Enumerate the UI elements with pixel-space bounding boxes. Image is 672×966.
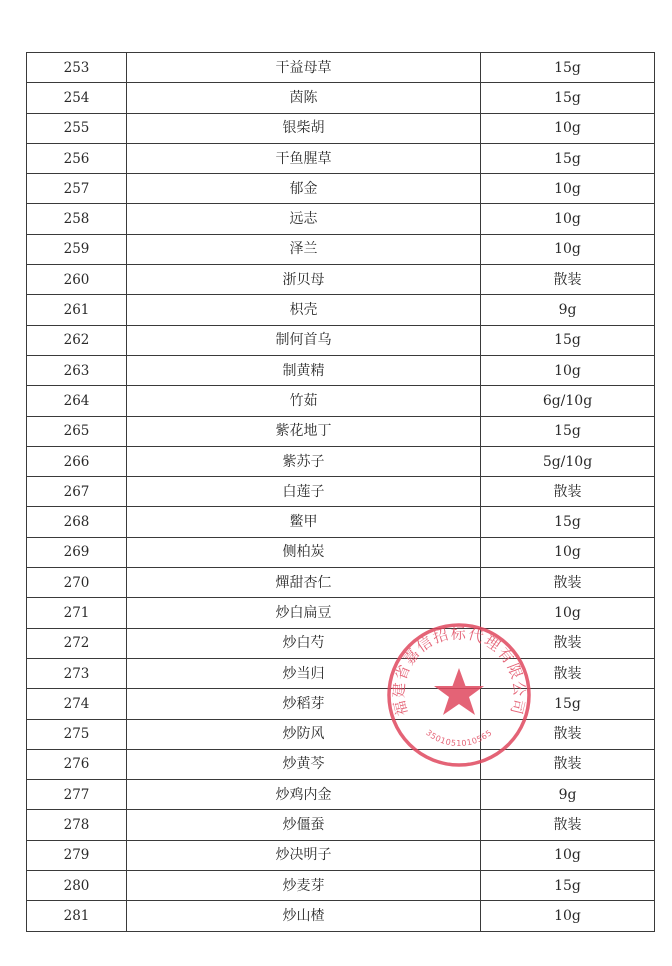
table-row [27,507,655,537]
seal-code: 3501051010565 [424,728,494,748]
item-name: 炒稻芽 [127,689,481,719]
row-number: 275 [27,719,127,749]
table-row [27,780,655,810]
item-name: 燀甜杏仁 [127,568,481,598]
table-row [27,628,655,658]
item-name: 紫花地丁 [127,416,481,446]
item-spec: 15g [481,507,655,537]
item-spec: 15g [481,83,655,113]
item-name: 炒山楂 [127,901,481,931]
table-row [27,901,655,931]
row-number: 272 [27,628,127,658]
item-name: 炒黄芩 [127,749,481,779]
table-row [27,265,655,295]
table-row [27,53,655,83]
item-name: 浙贝母 [127,265,481,295]
row-number: 274 [27,689,127,719]
table-row [27,113,655,143]
item-spec: 10g [481,234,655,264]
table-row [27,204,655,234]
item-name: 制何首乌 [127,325,481,355]
row-number: 262 [27,325,127,355]
row-number: 268 [27,507,127,537]
item-spec: 15g [481,325,655,355]
row-number: 276 [27,749,127,779]
row-number: 265 [27,416,127,446]
table-row [27,719,655,749]
item-name: 远志 [127,204,481,234]
item-name: 炒防风 [127,719,481,749]
table-row [27,598,655,628]
row-number: 254 [27,83,127,113]
table-row [27,143,655,173]
item-spec: 15g [481,416,655,446]
table-row [27,386,655,416]
row-number: 278 [27,810,127,840]
row-number: 257 [27,174,127,204]
item-name: 炒麦芽 [127,871,481,901]
row-number: 281 [27,901,127,931]
item-spec: 散装 [481,719,655,749]
table-row [27,689,655,719]
item-name: 炒鸡内金 [127,780,481,810]
drug-list-table [26,52,654,932]
table-row [27,537,655,567]
table-body [27,53,655,932]
item-spec: 15g [481,53,655,83]
item-name: 紫苏子 [127,446,481,476]
row-number: 277 [27,780,127,810]
item-name: 干益母草 [127,53,481,83]
seal-text: 福建省嘉信招标代理有限公司 [389,624,529,718]
item-spec: 15g [481,689,655,719]
table-row [27,840,655,870]
item-name: 炒当归 [127,658,481,688]
row-number: 264 [27,386,127,416]
item-spec: 10g [481,113,655,143]
item-name: 郁金 [127,174,481,204]
row-number: 258 [27,204,127,234]
row-number: 259 [27,234,127,264]
item-spec: 散装 [481,477,655,507]
table-row [27,234,655,264]
row-number: 279 [27,840,127,870]
table-row [27,568,655,598]
item-spec: 15g [481,143,655,173]
item-name: 炒白芍 [127,628,481,658]
item-spec: 10g [481,174,655,204]
company-seal-stamp [384,620,534,770]
item-spec: 10g [481,598,655,628]
item-spec: 10g [481,537,655,567]
table-row [27,810,655,840]
item-spec: 散装 [481,568,655,598]
item-spec: 10g [481,840,655,870]
seal-star-icon [434,668,484,715]
item-spec: 6g/10g [481,386,655,416]
row-number: 256 [27,143,127,173]
row-number: 260 [27,265,127,295]
item-spec: 9g [481,295,655,325]
item-spec: 10g [481,204,655,234]
item-spec: 5g/10g [481,446,655,476]
item-spec: 9g [481,780,655,810]
item-name: 炒白扁豆 [127,598,481,628]
item-spec: 15g [481,871,655,901]
table-row [27,658,655,688]
table-row [27,416,655,446]
row-number: 266 [27,446,127,476]
table-row [27,83,655,113]
row-number: 269 [27,537,127,567]
table-row [27,446,655,476]
item-spec: 散装 [481,628,655,658]
item-spec: 10g [481,355,655,385]
row-number: 271 [27,598,127,628]
row-number: 267 [27,477,127,507]
item-name: 竹茹 [127,386,481,416]
item-name: 泽兰 [127,234,481,264]
table-row [27,477,655,507]
item-spec: 散装 [481,810,655,840]
row-number: 253 [27,53,127,83]
item-name: 侧柏炭 [127,537,481,567]
table-row [27,355,655,385]
table-row [27,871,655,901]
row-number: 270 [27,568,127,598]
row-number: 263 [27,355,127,385]
row-number: 255 [27,113,127,143]
item-name: 干鱼腥草 [127,143,481,173]
item-name: 鳖甲 [127,507,481,537]
item-name: 枳壳 [127,295,481,325]
table-row [27,749,655,779]
row-number: 261 [27,295,127,325]
item-name: 茵陈 [127,83,481,113]
item-name: 炒僵蚕 [127,810,481,840]
item-spec: 散装 [481,265,655,295]
item-spec: 散装 [481,749,655,779]
item-name: 炒决明子 [127,840,481,870]
item-name: 银柴胡 [127,113,481,143]
table-row [27,295,655,325]
item-spec: 10g [481,901,655,931]
table-row [27,325,655,355]
item-name: 制黄精 [127,355,481,385]
row-number: 280 [27,871,127,901]
item-spec: 散装 [481,658,655,688]
row-number: 273 [27,658,127,688]
item-name: 白莲子 [127,477,481,507]
table-row [27,174,655,204]
